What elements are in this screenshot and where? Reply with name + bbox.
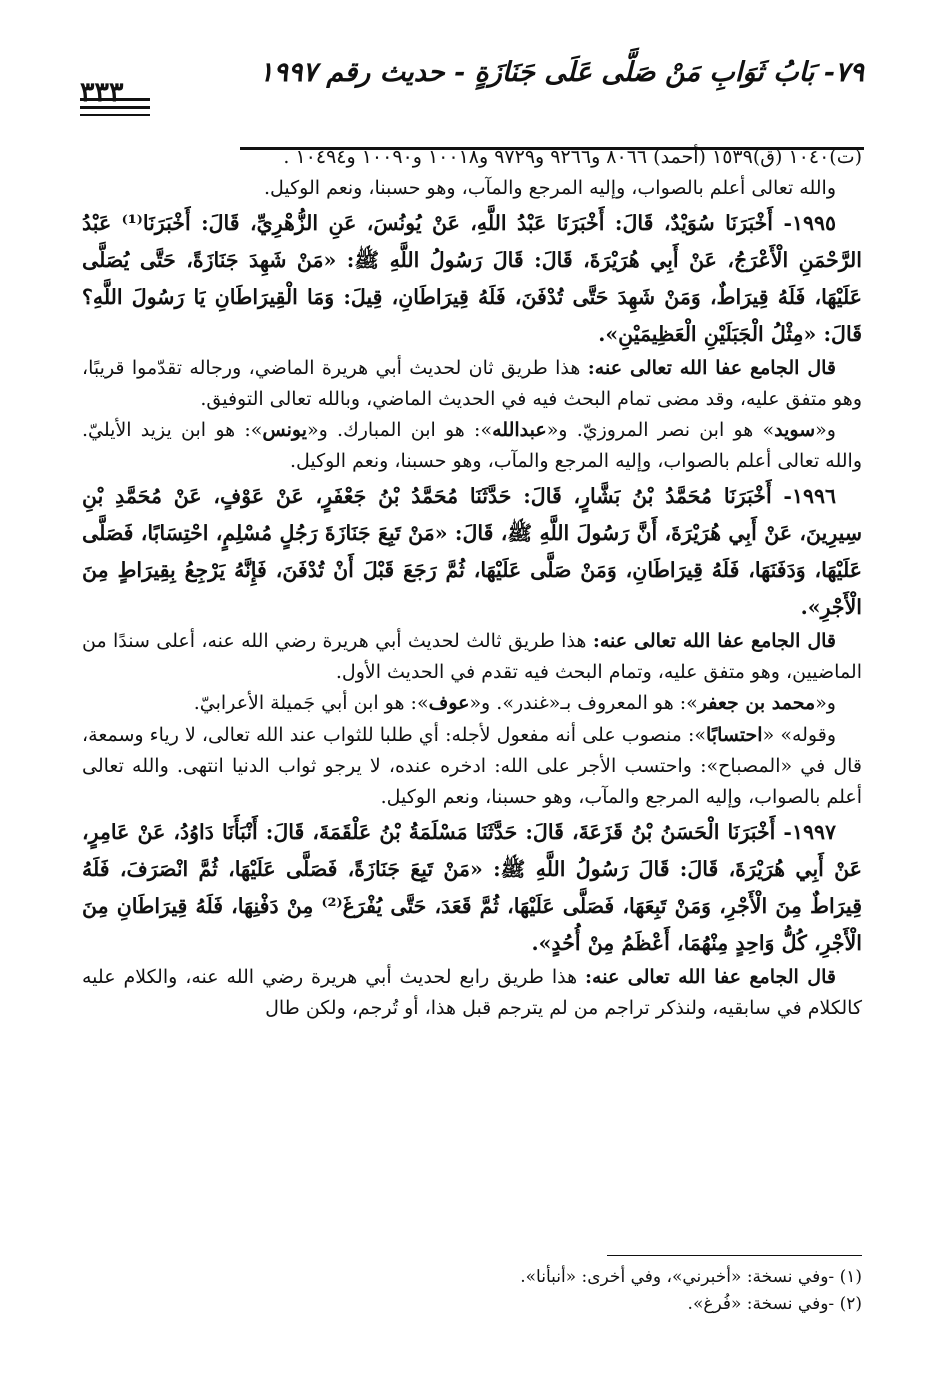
commentary-paragraph	[82, 720, 862, 814]
text-run: » هو ابن نصر المروزيّ. و«	[546, 419, 775, 442]
footnote: (٢) -وفي نسخة: «فُرغ».	[687, 1294, 862, 1314]
text-run: و«	[815, 692, 836, 715]
narrator-name: احتسابًا	[706, 723, 763, 746]
text-run: »: هو ابن المبارك. و«	[307, 419, 493, 442]
narrator-name: يونس	[262, 419, 308, 442]
text-run: »: هو ابن يزيد الأيليّ. والله تعالى أعلم بالصواب، وإليه المرجع والمآب، وهو حسبنا، ونعم الوكيل.	[82, 419, 862, 473]
footnote: (١) -وفي نسخة: «أخبرني»، وفي أخرى: «أنبأنا».	[520, 1267, 862, 1287]
page-number: ٣٣٣	[80, 77, 124, 108]
page-number-rule	[80, 114, 150, 116]
hadith-paragraph: ١٩٩٥- أَخْبَرَنَا سُوَيْدٌ، قَالَ: أَخْبَرَنَا عَبْدُ اللَّهِ، عَنْ يُونُسَ، عَنِ الزُّهْرِيِّ، قَالَ: أَخْبَرَنَا⁽¹⁾ عَبْدُ الرَّحْمَنِ الْأَعْرَجُ، عَنْ أَبِي هُرَيْرَةَ، قَالَ: قَالَ رَسُولُ اللَّهِ ﷺ: «مَنْ شَهِدَ جَنَازَةً، حَتَّى يُصَلَّى عَلَيْهَا، فَلَهُ قِيرَاطٌ، وَمَنْ شَهِدَ حَتَّى تُدْفَنَ، فَلَهُ قِيرَاطَانِ، قِيلَ: وَمَا الْقِيرَاطَانِ يَا رَسُولَ اللَّهِ؟ قَالَ: «مِثْلُ الْجَبَلَيْنِ الْعَظِيمَيْنِ».	[82, 210, 862, 346]
text-run: و«	[815, 419, 836, 442]
commentary-paragraph	[82, 415, 862, 478]
main-text	[82, 142, 862, 1024]
text-run: »: هو المعروف بـ«غندر». و«	[469, 692, 698, 715]
commentary-paragraph	[82, 626, 862, 689]
commentary-text: هذا طريق ثالث لحديث أبي هريرة رضي الله عنه، أعلى سندًا من الماضيين، وهو متفق عليه، وتمام البحث فيه تقدم في الحديث الأول.	[82, 629, 862, 684]
commentary-text: هذا طريق ثان لحديث أبي هريرة الماضي، ورجاله تقدّموا قريبًا، وهو متفق عليه، وقد مضى تمام البحث فيه في الحديث الماضي، وبالله تعالى التوفيق.	[82, 356, 862, 410]
footnote-separator	[607, 1255, 862, 1256]
narrator-name: سويد	[774, 419, 816, 442]
commentary-paragraph	[82, 688, 862, 719]
text-run: »: هو ابن أبي جَميلة الأعرابيّ.	[193, 692, 429, 715]
commentary-paragraph	[82, 962, 862, 1025]
commentary-lead: قال الجامع عفا الله تعالى عنه:	[587, 356, 836, 379]
page-number-rule	[80, 106, 150, 109]
text-paragraph: والله تعالى أعلم بالصواب، وإليه المرجع والمآب، وهو حسبنا، ونعم الوكيل.	[263, 177, 836, 200]
text-run: وقوله» «	[762, 723, 836, 746]
narrator-name: محمد بن جعفر	[697, 692, 816, 715]
hadith-paragraph: ١٩٩٦- أَخْبَرَنَا مُحَمَّدُ بْنُ بَشَّارٍ، قَالَ: حَدَّثَنَا مُحَمَّدُ بْنُ جَعْفَرٍ، عَنْ عَوْفٍ، عَنْ مُحَمَّدِ بْنِ سِيرِينَ، عَنْ أَبِي هُرَيْرَةَ، أَنَّ رَسُولَ اللَّهِ ﷺ، قَالَ: «مَنْ تَبِعَ جَنَازَةَ رَجُلٍ مُسْلِمٍ، احْتِسَابًا، فَصَلَّى عَلَيْهَا، وَدَفَنَهَا، فَلَهُ قِيرَاطَانِ، وَمَنْ صَلَّى عَلَيْهَا، ثُمَّ رَجَعَ قَبْلَ أَنْ تُدْفَنَ، فَإِنَّهُ يَرْجِعُ بِقِيرَاطٍ مِنَ الْأَجْرِ».	[82, 483, 862, 619]
commentary-lead: قال الجامع عفا الله تعالى عنه:	[592, 629, 836, 652]
text-run: »: منصوب على أنه مفعول لأجله: أي طلبا للثواب عند الله تعالى، لا رياء وسمعة، قال في «المصباح»: واحتسب الأجر على الله: ادخره عنده، لا يرجو ثواب الدنيا انتهى. والله تعالى أعلم بالصواب، وإليه المرجع والمآب، وهو حسبنا، ونعم الوكيل.	[82, 723, 862, 809]
commentary-paragraph	[82, 353, 862, 416]
commentary-lead: قال الجامع عفا الله تعالى عنه:	[585, 965, 836, 988]
hadith-paragraph: ١٩٩٧- أَخْبَرَنَا الْحَسَنُ بْنُ قَزَعَةَ، قَالَ: حَدَّثَنَا مَسْلَمَةُ بْنُ عَلْقَمَةَ، قَالَ: أَنْبَأَنَا دَاوُدُ، عَنْ عَامِرٍ، عَنْ أَبِي هُرَيْرَةَ، قَالَ: قَالَ رَسُولُ اللَّهِ ﷺ: «مَنْ تَبِعَ جَنَازَةً، فَصَلَّى عَلَيْهَا، ثُمَّ انْصَرَفَ، فَلَهُ قِيرَاطٌ مِنَ الْأَجْرِ، وَمَنْ تَبِعَهَا، فَصَلَّى عَلَيْهَا، ثُمَّ قَعَدَ، حَتَّى يُفْرَغَ⁽²⁾ مِنْ دَفْنِهَا، فَلَهُ قِيرَاطَانِ مِنَ الْأَجْرِ، كُلُّ وَاحِدٍ مِنْهُمَا، أَعْظَمُ مِنْ أُحُدٍ».	[82, 819, 862, 955]
running-header	[80, 52, 864, 122]
page-number-rule	[80, 98, 150, 101]
narrator-name: عبدالله	[492, 419, 547, 442]
text-paragraph: (ت)١٠٤٠ (ق)١٥٣٩ (أحمد) ٨٠٦٦ و٩٢٦٦ و٩٧٢٩ و١٠٠١٨ و١٠٠٩٠ و١٠٤٩٤ .	[283, 146, 862, 168]
footnotes	[82, 1264, 862, 1318]
commentary-text: هذا طريق رابع لحديث أبي هريرة رضي الله عنه، والكلام عليه كالكلام في سابقيه، ولنذكر تراجم من لم يترجم قبل هذا، أو تُرجم، ولكن طال	[82, 965, 862, 1019]
narrator-name: عوف	[428, 692, 470, 715]
chapter-title: ٧٩- بَابُ ثَوَابِ مَنْ صَلَّى عَلَى جَنَازَةٍ - حديث رقم ١٩٩٧	[259, 57, 864, 88]
